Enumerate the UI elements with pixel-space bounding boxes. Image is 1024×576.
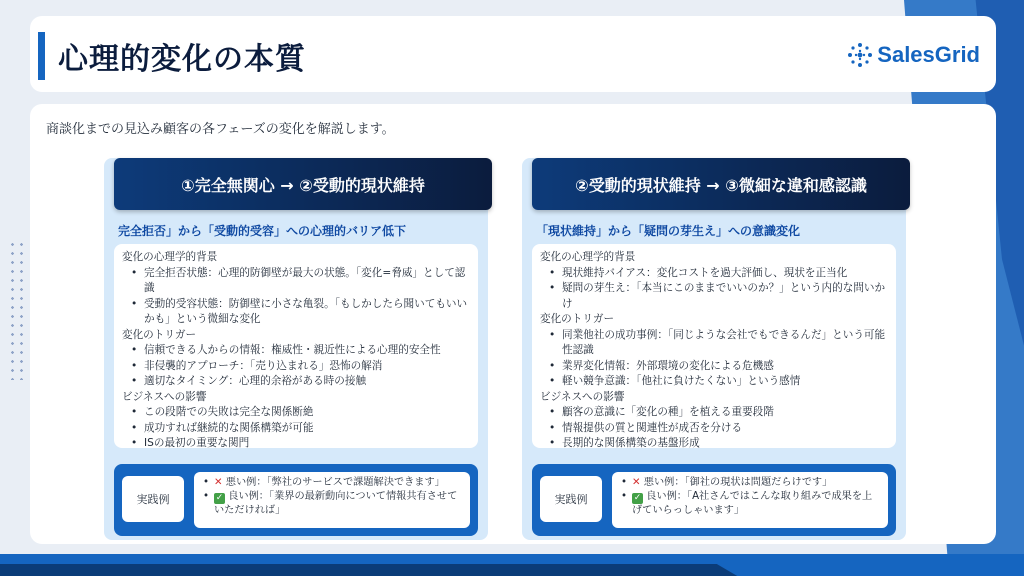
bad-example: [200, 476, 464, 490]
list-item: • この段階での失敗は完全な関係断絶: [122, 405, 470, 421]
practice-example: [532, 464, 896, 536]
bullet-list: [540, 328, 888, 390]
content-box: [114, 244, 478, 448]
check-mark-icon: ✓: [633, 493, 642, 503]
bad-example: [618, 476, 882, 490]
practice-box: [194, 472, 470, 528]
list-item: • ISの最初の重要な関門: [122, 436, 470, 452]
section-title: ビジネスへの影響: [122, 390, 207, 403]
list-item: • 顧客の意識に「変化の種」を植える重要段階: [540, 405, 888, 421]
column-heading: ①完全無関心 → ②受動的現状維持: [114, 158, 492, 210]
bullet-list: [122, 266, 470, 328]
cross-mark-icon: ✕: [214, 477, 223, 488]
phase-column-2: [522, 158, 906, 540]
practice-label: 実践例: [122, 476, 184, 522]
logo-text: SalesGrid: [877, 42, 980, 67]
good-example-text: 良い例：「業界の最新動向について情報共有させていただければ」: [214, 491, 458, 516]
cross-mark-icon: ✕: [632, 477, 641, 488]
bullet-list: [540, 405, 888, 452]
list-item: • 業界変化情報：外部環境の変化による危機感: [540, 359, 888, 375]
good-example: [618, 490, 882, 518]
list-item: • 適切なタイミング：心理的余裕がある時の接触: [122, 374, 470, 390]
check-mark-icon: ✓: [215, 493, 224, 503]
bullet-list: [540, 266, 888, 313]
logo: [847, 42, 980, 68]
bullet-list: [122, 343, 470, 390]
list-item: • 疑問の芽生え：「本当にこのままでいいのか？」という内的な問いかけ: [540, 281, 888, 312]
title-accent-bar: [38, 32, 45, 80]
list-item: • 受動的受容状態：防御壁に小さな亀裂。「もしかしたら聞いてもいいかも」という微細な変化: [122, 297, 470, 328]
page-subtitle: 商談化までの見込み顧客の各フェーズの変化を解説します。: [46, 122, 395, 137]
content-box: [532, 244, 896, 448]
bad-example-text: 悪い例：「御社の現状は問題だらけです」: [643, 477, 833, 488]
column-heading: ②受動的現状維持 → ③微細な違和感認識: [532, 158, 910, 210]
section-title: ビジネスへの影響: [540, 390, 625, 403]
main-panel: [30, 104, 996, 544]
list-item: • 現状維持バイアス：変化コストを過大評価し、現状を正当化: [540, 266, 888, 282]
header: [30, 16, 996, 92]
list-item: • 非侵襲的アプローチ：「売り込まれる」恐怖の解消: [122, 359, 470, 375]
column-subheading: 「現状維持」から「疑問の芽生え」への意識変化: [536, 224, 801, 238]
good-example-text: 良い例：「A社さんではこんな取り組みで成果を上げていらっしゃいます」: [632, 491, 873, 516]
grid-nodes-icon: [847, 42, 873, 68]
section-title: 変化のトリガー: [540, 313, 615, 325]
list-item: • 完全拒否状態：心理的防御壁が最大の状態。「変化=脅威」として認識: [122, 266, 470, 297]
list-item: • 軽い競争意識：「他社に負けたくない」という感情: [540, 374, 888, 390]
list-item: • 同業他社の成功事例：「同じような会社でもできるんだ」という可能性認識: [540, 328, 888, 359]
good-example: [200, 490, 464, 518]
section-title: 変化のトリガー: [122, 328, 197, 341]
practice-box: [612, 472, 888, 528]
list-item: • 成功すれば継続的な関係構築が可能: [122, 421, 470, 437]
section-title: 変化の心理学的背景: [540, 251, 636, 263]
practice-label: 実践例: [540, 476, 602, 522]
list-item: • 信頼できる人からの情報：権威性・親近性による心理的安全性: [122, 343, 470, 359]
bullet-list: [122, 405, 470, 452]
list-item: • 長期的な関係構築の基盤形成: [540, 436, 888, 452]
section-title: 変化の心理学的背景: [122, 251, 218, 263]
list-item: • 情報提供の質と関連性が成否を分ける: [540, 421, 888, 437]
column-subheading: 完全拒否」から「受動的受容」への心理的バリア低下: [118, 224, 407, 238]
decorative-dots: [8, 240, 26, 380]
bad-example-text: 悪い例：「弊社のサービスで課題解決できます」: [225, 477, 445, 488]
practice-example: [114, 464, 478, 536]
phase-column-1: [104, 158, 488, 540]
page-title: 心理的変化の本質: [58, 42, 306, 77]
